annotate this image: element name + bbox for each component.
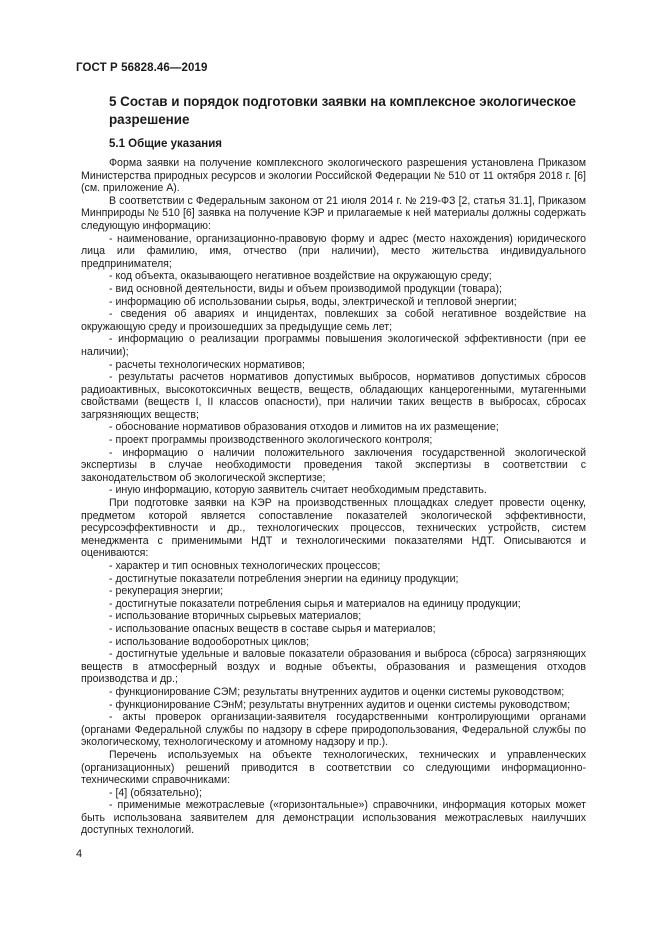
page-number: 4 (76, 848, 83, 860)
list-item: - информацию об использовании сырья, воды, электрической и тепловой энергии; (109, 295, 517, 308)
list-item: - проект программы производственного экологического контроля; (109, 434, 433, 447)
list-item: - достигнутые удельные и валовые показатели образования и выброса (сброса) загрязняющих веществ в атмосферный воздух и водные объекты, образования и размещения отходов производства и др.; (81, 648, 586, 686)
subsection-title: 5.1 Общие указания (109, 138, 222, 150)
list-item: - информацию о реализации программы повышения экологической эффективности (при ее наличии); (81, 333, 586, 358)
document-header: ГОСТ Р 56828.46—2019 (76, 62, 208, 74)
list-item: - характер и тип основных технологических процессов; (109, 560, 381, 572)
list-item: - акты проверок организации-заявителя государственными контролирующими органами (органами Федеральной службы по надзору в сфере природопользования, Федеральной службы по экологическому, технологическому и атомному надзору и пр.). (81, 711, 586, 749)
list-item: - код объекта, оказывающего негативное воздействие на окружающую среду; (109, 270, 492, 283)
paragraph: При подготовке заявки на КЭР на производственных площадках следует провести оценку, предметом которой является сопоставление показателей экологической эффективности, ресурсоэффективности и др., технологических процессов, технических устройств, систем менеджмента с применимыми НДТ и технологическими показателями НДТ. Описываются и оцениваются: (81, 497, 586, 560)
list-item: - использование опасных веществ в составе сырья и материалов; (109, 622, 436, 635)
list-item: - достигнутые показатели потребления сырья и материалов на единицу продукции; (109, 597, 521, 610)
list-item: - обоснование нормативов образования отходов и лимитов на их размещение; (109, 421, 499, 434)
list-item: - сведения об авариях и инцидентах, повлекших за собой негативное воздействие на окружающую среду и произошедших за предыдущие семь лет; (81, 308, 586, 333)
paragraph: Форма заявки на получение комплексного экологического разрешения установлена Приказом Министерства природных ресурсов и экологии Российской Федерации № 510 от 11 октября 2018 г. [6] (см. приложение А). (81, 157, 586, 195)
list-item: - информацию о наличии положительного заключения государственной экологической экспертизы в случае необходимости проведения такой экспертизы в соответствии с законодательством об экологической экспертизе; (81, 446, 586, 484)
list-item: - наименование, организационно-правовую форму и адрес (место нахождения) юридического лица или фамилию, имя, отчество (при наличии), место жительства индивидуального предпринимателя; (81, 232, 586, 270)
list-item: - вид основной деятельности, виды и объем производимой продукции (товара); (109, 282, 502, 295)
list-item: - функционирование СЭМ; результаты внутренних аудитов и оценки системы руководством; (109, 685, 565, 698)
list-item: - рекуперация энергии; (109, 585, 224, 598)
list-item: - применимые межотраслевые («горизонтальные») справочники, информация которых может быть использована заявителем для демонстрации использования межотраслевых наилучших доступных технологий. (81, 799, 586, 837)
list-item: - использование вторичных сырьевых материалов; (109, 610, 362, 623)
section-title: 5 Состав и порядок подготовки заявки на комплексное экологическое разрешение (109, 94, 576, 127)
list-item: - результаты расчетов нормативов допустимых выбросов, нормативов допустимых сбросов радиоактивных, высокотоксичных веществ, веществ, обладающих канцерогенными, мутагенными свойствами (веществ I, II классов опасности), при наличии таких веществ в выбросах, сбросах загрязняющих веществ; (81, 371, 586, 421)
list-item: - функционирование СЭнМ; результаты внутренних аудитов и оценки системы руководством; (109, 698, 571, 711)
list-item: - иную информацию, которую заявитель считает необходимым представить. (109, 484, 487, 497)
list-item: - [4] (обязательно); (109, 786, 202, 799)
body-text (81, 157, 586, 837)
list-item: - расчеты технологических нормативов; (109, 358, 305, 371)
list-item: - использование водооборотных циклов; (109, 635, 310, 648)
list-item: - достигнутые показатели потребления энергии на единицу продукции; (109, 572, 459, 585)
paragraph: В соответствии с Федеральным законом от 21 июля 2014 г. № 219-ФЗ [2, статья 31.1], Приказом Минприроды № 510 [6] заявка на получение КЭР и прилагаемые к ней материалы должны содержать следующую информацию: (81, 194, 586, 232)
paragraph: Перечень используемых на объекте технологических, технических и управленческих (организационных) решений приводится в соответствии со следующими информационно-техническими справочниками: (81, 748, 586, 787)
